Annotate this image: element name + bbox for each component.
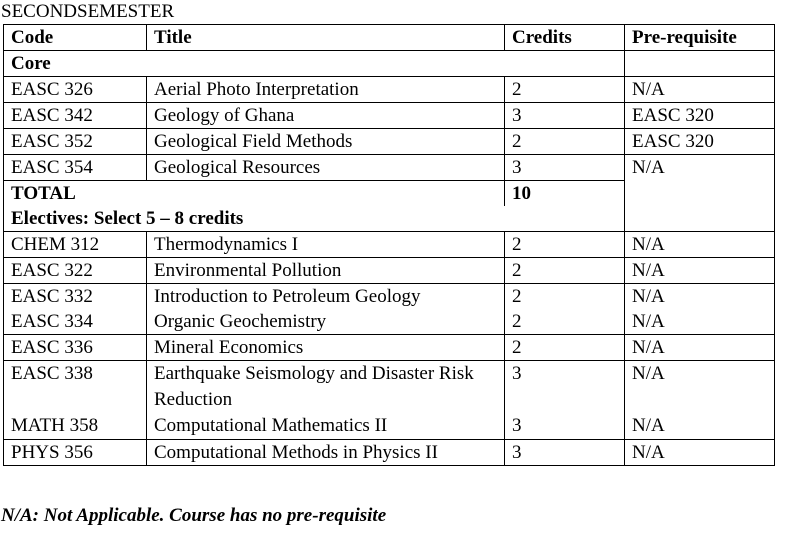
total-credits: 10 [505,181,625,207]
course-prereq: N/A [625,439,775,465]
course-prereq: N/A [625,155,775,181]
table-row [4,103,775,129]
total-blank [625,181,775,207]
course-credits: 2 [505,129,625,155]
course-prereq: EASC 320 [625,129,775,155]
header-prereq: Pre-requisite [625,25,775,51]
header-title: Title [147,25,505,51]
course-prereq: N/A [625,361,775,414]
total-label: TOTAL [4,181,505,207]
course-credits: 2 [505,335,625,361]
course-title: Mineral Economics [147,335,505,361]
footnote: N/A: Not Applicable. Course has no pre-requisite [1,505,387,526]
course-credits: 3 [505,413,625,439]
table-row [4,232,775,258]
course-credits: 2 [505,232,625,258]
course-prereq: EASC 320 [625,103,775,129]
course-credits: 3 [505,103,625,129]
course-prereq: N/A [625,309,775,335]
table-row [4,77,775,103]
course-credits: 3 [505,361,625,414]
course-prereq: N/A [625,335,775,361]
course-code: EASC 326 [4,77,147,103]
core-label: Core [4,51,625,77]
course-code: EASC 334 [4,309,147,335]
course-credits: 3 [505,155,625,181]
course-credits: 2 [505,77,625,103]
course-title: Computational Methods in Physics II [147,439,505,465]
course-title: Geological Field Methods [147,129,505,155]
course-code: PHYS 356 [4,439,147,465]
course-credits: 3 [505,439,625,465]
table-row [4,309,775,335]
course-title: Earthquake Seismology and Disaster Risk Reduction [147,361,505,414]
electives-label-blank [625,206,775,232]
course-title: Environmental Pollution [147,258,505,284]
table-row [4,439,775,465]
course-credits: 2 [505,309,625,335]
course-title: Geology of Ghana [147,103,505,129]
course-code: EASC 354 [4,155,147,181]
course-table [3,24,775,466]
table-row [4,335,775,361]
table-row [4,284,775,310]
course-prereq: N/A [625,413,775,439]
table-row [4,258,775,284]
core-section-row [4,51,775,77]
electives-label: Electives: Select 5 – 8 credits [4,206,625,232]
course-code: MATH 358 [4,413,147,439]
course-code: CHEM 312 [4,232,147,258]
table-header-row [4,25,775,51]
header-credits: Credits [505,25,625,51]
electives-section-row [4,206,775,232]
course-title: Geological Resources [147,155,505,181]
course-code: EASC 352 [4,129,147,155]
course-code: EASC 336 [4,335,147,361]
course-title: Computational Mathematics II [147,413,505,439]
table-row [4,413,775,439]
table-row [4,155,775,181]
course-prereq: N/A [625,284,775,310]
course-code: EASC 338 [4,361,147,414]
course-title: Thermodynamics I [147,232,505,258]
course-title: Organic Geochemistry [147,309,505,335]
course-credits: 2 [505,258,625,284]
course-code: EASC 332 [4,284,147,310]
course-credits: 2 [505,284,625,310]
course-title: Aerial Photo Interpretation [147,77,505,103]
semester-heading: SECONDSEMESTER [1,1,175,22]
course-prereq: N/A [625,232,775,258]
total-row [4,181,775,207]
course-code: EASC 322 [4,258,147,284]
header-code: Code [4,25,147,51]
course-title: Introduction to Petroleum Geology [147,284,505,310]
course-code: EASC 342 [4,103,147,129]
core-label-blank [625,51,775,77]
course-prereq: N/A [625,258,775,284]
table-row [4,129,775,155]
course-prereq: N/A [625,77,775,103]
table-row [4,361,775,414]
